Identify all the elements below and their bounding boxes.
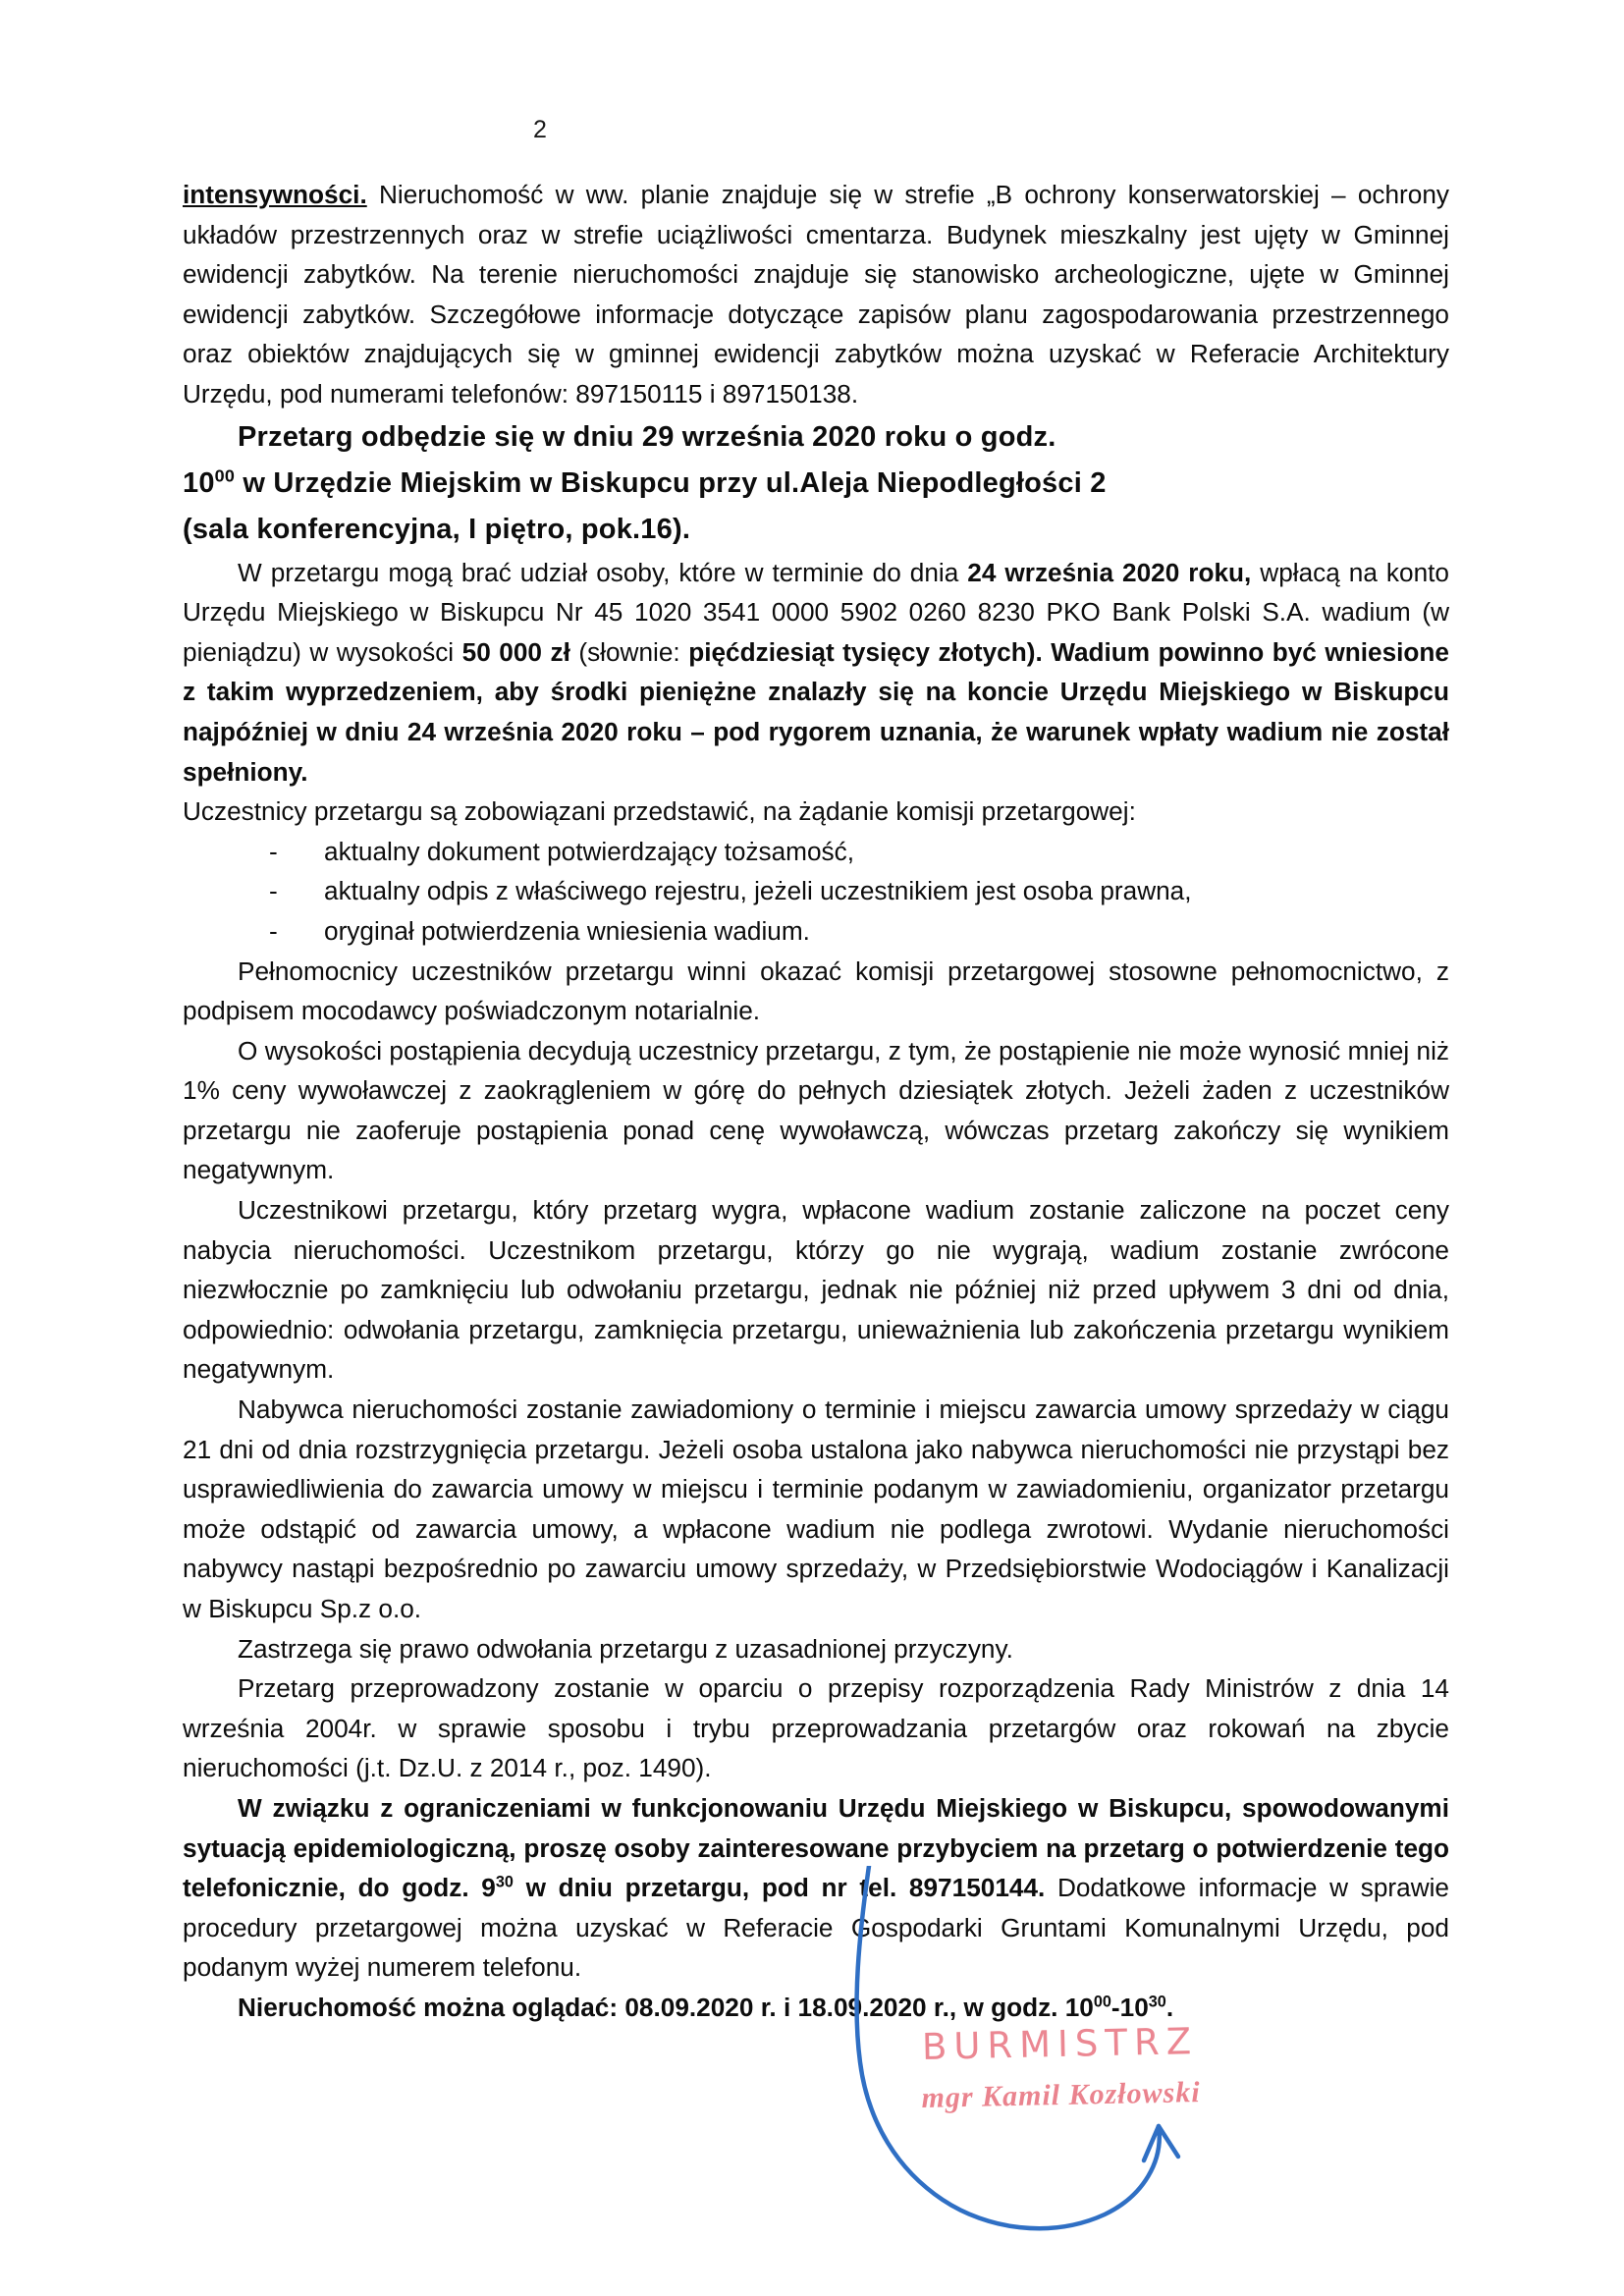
list-item-label: oryginał potwierdzenia wniesienia wadium. <box>324 915 810 946</box>
auction-heading-line-2 <box>183 461 1449 507</box>
paragraph-buyer: Nabywca nieruchomości zostanie zawiadomiony o terminie i miejscu zawarcia umowy sprzedaży w ciągu 21 dni od dnia rozstrzygnięcia przetargu. Jeżeli osoba ustalona jako nabywca nieruchomości nie przystąpi bez usprawiedliwienia do zawarcia umowy w miejscu i terminie podanym w zawiadomieniu, organizator przetargu może odstąpić od zawarcia umowy, a wpłacone wadium nie podlega zwrotowi. Wydanie nieruchomości nabywcy nastąpi bezpośrednio po zawarciu umowy sprzedaży, w Przedsiębiorstwie Wodociągów i Kanalizacji w Biskupcu Sp.z o.o. <box>183 1394 1449 1623</box>
wadium-amount-words: pięćdziesiąt tysięcy złotych) <box>688 636 1036 667</box>
wadium-deadline: 24 września 2020 roku, <box>967 557 1252 587</box>
paragraph-proxy: Pełnomocnicy uczestników przetargu winni okazać komisji przetargowej stosowne pełnomocnictwo, z podpisem mocodawcy poświadczonym notarialnie. <box>183 956 1449 1026</box>
paragraph-intensity-text: Nieruchomość w ww. planie znajduje się w strefie „B ochrony konserwatorskiej – ochrony układów przestrzennych oraz w strefie uciążliwości cmentarza. Budynek mieszkalny jest ujęty w Gminnej ewidencji zabytków. Na terenie nieruchomości znajduje się stanowisko archeologiczne, ujęte w Gminnej ewidencji zabytków. Szczegółowe informacje dotyczące zapisów planu zagospodarowania przestrzennego oraz obiektów znajdujących się w gminnej ewidencji zabytków można uzyskać w Referacie Architektury Urzędu, pod numerami telefonów: 897150115 i 897150138. <box>183 180 1449 409</box>
paragraph-legal-basis: Przetarg przeprowadzony zostanie w oparciu o przepisy rozporządzenia Rady Ministrów z dnia 14 września 2004r. w sprawie sposobu i trybu przeprowadzania przetargów oraz rokowań na zbycie nieruchomości (j.t. Dz.U. z 2014 r., poz. 1490). <box>183 1673 1449 1783</box>
document-body <box>183 175 1449 2028</box>
paragraph-cancellation: Zastrzega się prawo odwołania przetargu z uzasadnionej przyczyny. <box>238 1633 1013 1664</box>
covid-normal-part: Dodatkowe informacje w sprawie procedury przetargowej można uzyskać w Referacie Gospodarki Gruntami Komunalnymi Urzędu, pod podanym wyżej numerem telefonu. <box>183 1873 1449 1983</box>
list-item-label: aktualny dokument potwierdzający tożsamość, <box>324 836 855 866</box>
viewing-separator: -10 <box>1110 1992 1149 2022</box>
auction-hour-minutes: 00 <box>214 465 236 485</box>
paragraph-intensity <box>183 175 1449 414</box>
paragraph-covid <box>183 1788 1449 1988</box>
auction-location: w Urzędzie Miejskim w Biskupcu przy ul.Aleja Niepodległości 2 <box>235 466 1107 499</box>
wadium-part-3: (słownie: <box>569 636 689 667</box>
stamp-title: BURMISTRZ <box>921 2020 1199 2068</box>
list-dash: - <box>269 836 278 866</box>
list-item <box>183 832 1449 872</box>
viewing-end-minutes: 30 <box>1148 1993 1166 2011</box>
list-dash: - <box>269 915 278 946</box>
auction-hour: 10 <box>183 466 215 499</box>
viewing-prefix: Nieruchomość można oglądać: 08.09.2020 r. i 18.09.2020 r., w godz. 10 <box>238 1992 1094 2022</box>
paragraph-wadium <box>183 553 1449 793</box>
participants-requirements-list <box>183 832 1449 952</box>
covid-bold-part-2: w dniu przetargu, pod nr tel. 897150144. <box>513 1873 1046 1903</box>
official-stamp <box>883 2019 1238 2116</box>
wadium-part-1: W przetargu mogą brać udział osoby, które w terminie do dnia <box>238 557 968 587</box>
paragraph-bid-increment: O wysokości postąpienia decydują uczestnicy przetargu, z tym, że postąpienie nie może wynosić mniej niż 1% ceny wywoławczej z zaokrągleniem w górę do pełnych dziesiątek złotych. Jeżeli żaden z uczestników przetargu nie zaoferuje postąpienia ponad cenę wywoławczą, wówczas przetarg zakończy się wynikiem negatywnym. <box>183 1035 1449 1185</box>
paragraph-viewing-dates <box>183 1988 1449 2028</box>
covid-hour-minutes: 30 <box>495 1873 514 1891</box>
list-item <box>183 911 1449 952</box>
wadium-conditions: . Wadium powinno być wniesione z takim wyprzedzeniem, aby środki pieniężne znalazły się na koncie Urzędu Miejskiego w Biskupcu najpóźniej w dniu 24 września 2020 roku – pod rygorem uznania, że warunek wpłaty wadium nie został spełniony. <box>183 636 1449 787</box>
auction-heading-line-3: (sala konferencyjna, I piętro, pok.16). <box>183 513 691 545</box>
participants-intro: Uczestnicy przetargu są zobowiązani przedstawić, na żądanie komisji przetargowej: <box>183 796 1136 827</box>
wadium-part-2: wpłacą na konto Urzędu Miejskiego w Biskupcu Nr 45 1020 3541 0000 5902 0260 8230 PKO Bank Polski S.A. wadium (w pieniądzu) w wysokości <box>183 557 1449 667</box>
covid-bold-part-1: W związku z ograniczeniami w funkcjonowaniu Urzędu Miejskiego w Biskupcu, spowodowanymi sytuacją epidemiologiczną, proszę osoby zainteresowane przybyciem na przetarg o potwierdzenie tego telefonicznie, do godz. 9 <box>183 1792 1449 1903</box>
page-number: 2 <box>533 116 547 143</box>
auction-heading-line-1: Przetarg odbędzie się w dniu 29 września 2020 roku o godz. <box>238 420 1056 453</box>
wadium-amount: 50 000 zł <box>461 636 570 667</box>
lead-underlined-text: intensywności. <box>183 180 367 209</box>
viewing-suffix: . <box>1165 1992 1174 2022</box>
list-item <box>183 871 1449 911</box>
list-dash: - <box>269 876 278 906</box>
list-item-label: aktualny odpis z właściwego rejestru, jeżeli uczestnikiem jest osoba prawna, <box>324 876 1192 906</box>
viewing-start-minutes: 00 <box>1093 1993 1111 2011</box>
paragraph-deposit-return: Uczestnikowi przetargu, który przetarg wygra, wpłacone wadium zostanie zaliczone na poczet ceny nabycia nieruchomości. Uczestnikom przetargu, którzy go nie wygrają, wadium zostanie zwrócone niezwłocznie po zamknięciu lub odwołaniu przetargu, jednak nie później niż przed upływem 3 dni od dnia, odpowiednio: odwołania przetargu, zamknięcia przetargu, unieważnienia lub zakończenia przetargu wynikiem negatywnym. <box>183 1195 1449 1385</box>
stamp-signer-name: mgr Kamil Kozłowski <box>921 2076 1201 2114</box>
